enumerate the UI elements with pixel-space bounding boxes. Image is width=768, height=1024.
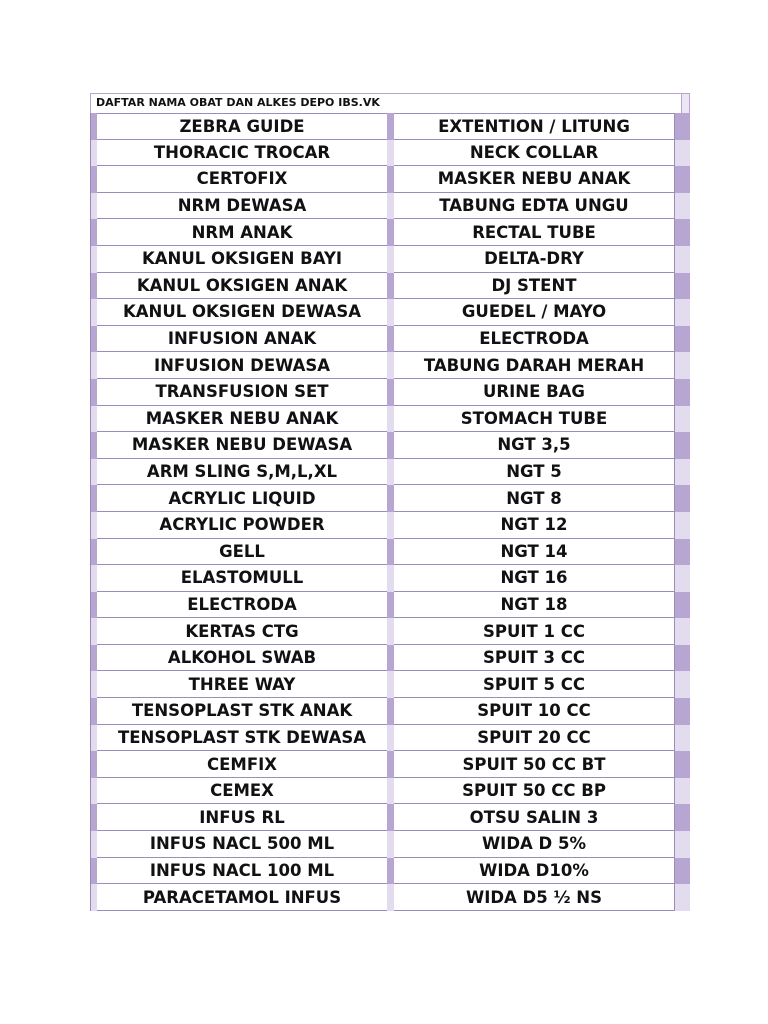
row-stripe-left <box>90 140 97 167</box>
row-stripe-middle <box>387 219 394 246</box>
row-stripe-left <box>90 778 97 805</box>
row-stripe-right <box>674 592 690 619</box>
item-table <box>90 113 690 911</box>
item-name-right: NGT 18 <box>394 592 674 619</box>
item-name-left: TENSOPLAST STK DEWASA <box>97 725 387 752</box>
item-name-right: ELECTRODA <box>394 326 674 353</box>
item-name-right: SPUIT 5 CC <box>394 671 674 698</box>
row-stripe-middle <box>387 352 394 379</box>
row-stripe-middle <box>387 485 394 512</box>
item-name-left: INFUSION ANAK <box>97 326 387 353</box>
item-name-left: KANUL OKSIGEN ANAK <box>97 273 387 300</box>
table-row <box>90 698 690 725</box>
item-name-right: EXTENTION / LITUNG <box>394 113 674 140</box>
row-stripe-middle <box>387 246 394 273</box>
row-stripe-middle <box>387 166 394 193</box>
table-row <box>90 379 690 406</box>
row-stripe-left <box>90 645 97 672</box>
item-name-left: NRM DEWASA <box>97 193 387 220</box>
sheet-title: DAFTAR NAMA OBAT DAN ALKES DEPO IBS.VK <box>96 96 380 109</box>
item-list-sheet <box>90 93 690 911</box>
row-stripe-middle <box>387 645 394 672</box>
row-stripe-left <box>90 352 97 379</box>
item-name-right: NECK COLLAR <box>394 140 674 167</box>
row-stripe-right <box>674 565 690 592</box>
row-stripe-middle <box>387 512 394 539</box>
table-row <box>90 326 690 353</box>
row-stripe-middle <box>387 618 394 645</box>
item-name-left: KANUL OKSIGEN BAYI <box>97 246 387 273</box>
table-row <box>90 299 690 326</box>
row-stripe-right <box>674 618 690 645</box>
item-name-right: RECTAL TUBE <box>394 219 674 246</box>
row-stripe-middle <box>387 884 394 911</box>
table-row <box>90 459 690 486</box>
row-stripe-right <box>674 459 690 486</box>
row-stripe-right <box>674 671 690 698</box>
item-name-right: WIDA D 5% <box>394 831 674 858</box>
row-stripe-left <box>90 406 97 433</box>
table-row <box>90 831 690 858</box>
item-name-right: NGT 12 <box>394 512 674 539</box>
item-name-left: MASKER NEBU DEWASA <box>97 432 387 459</box>
item-name-right: URINE BAG <box>394 379 674 406</box>
item-name-right: GUEDEL / MAYO <box>394 299 674 326</box>
row-stripe-right <box>674 858 690 885</box>
item-name-right: SPUIT 10 CC <box>394 698 674 725</box>
item-name-right: NGT 8 <box>394 485 674 512</box>
row-stripe-left <box>90 618 97 645</box>
row-stripe-left <box>90 299 97 326</box>
row-stripe-left <box>90 219 97 246</box>
item-name-left: KERTAS CTG <box>97 618 387 645</box>
row-stripe-middle <box>387 539 394 566</box>
item-name-right: STOMACH TUBE <box>394 406 674 433</box>
item-name-right: DELTA-DRY <box>394 246 674 273</box>
item-name-left: ALKOHOL SWAB <box>97 645 387 672</box>
table-row <box>90 193 690 220</box>
row-stripe-left <box>90 379 97 406</box>
row-stripe-right <box>674 166 690 193</box>
table-row <box>90 113 690 140</box>
table-row <box>90 485 690 512</box>
row-stripe-left <box>90 193 97 220</box>
row-stripe-right <box>674 698 690 725</box>
row-stripe-left <box>90 751 97 778</box>
item-name-right: WIDA D5 ½ NS <box>394 884 674 911</box>
row-stripe-middle <box>387 406 394 433</box>
row-stripe-right <box>674 831 690 858</box>
table-row <box>90 140 690 167</box>
row-stripe-middle <box>387 751 394 778</box>
row-stripe-middle <box>387 804 394 831</box>
row-stripe-right <box>674 113 690 140</box>
row-stripe-right <box>674 273 690 300</box>
item-name-right: SPUIT 3 CC <box>394 645 674 672</box>
row-stripe-left <box>90 166 97 193</box>
row-stripe-middle <box>387 671 394 698</box>
item-name-left: ACRYLIC LIQUID <box>97 485 387 512</box>
row-stripe-middle <box>387 113 394 140</box>
table-row <box>90 725 690 752</box>
row-stripe-right <box>674 140 690 167</box>
row-stripe-left <box>90 725 97 752</box>
item-name-left: INFUSION DEWASA <box>97 352 387 379</box>
row-stripe-middle <box>387 831 394 858</box>
row-stripe-middle <box>387 698 394 725</box>
table-row <box>90 751 690 778</box>
row-stripe-right <box>674 219 690 246</box>
item-name-left: CERTOFIX <box>97 166 387 193</box>
row-stripe-right <box>674 778 690 805</box>
row-stripe-right <box>674 485 690 512</box>
row-stripe-left <box>90 592 97 619</box>
item-name-left: ACRYLIC POWDER <box>97 512 387 539</box>
item-name-left: CEMEX <box>97 778 387 805</box>
item-name-left: ZEBRA GUIDE <box>97 113 387 140</box>
table-row <box>90 884 690 911</box>
row-stripe-middle <box>387 565 394 592</box>
row-stripe-left <box>90 565 97 592</box>
row-stripe-left <box>90 512 97 539</box>
row-stripe-right <box>674 512 690 539</box>
row-stripe-left <box>90 326 97 353</box>
item-name-right: TABUNG DARAH MERAH <box>394 352 674 379</box>
table-row <box>90 432 690 459</box>
row-stripe-right <box>674 645 690 672</box>
item-name-left: GELL <box>97 539 387 566</box>
table-row <box>90 273 690 300</box>
row-stripe-middle <box>387 432 394 459</box>
item-name-left: NRM ANAK <box>97 219 387 246</box>
table-row <box>90 645 690 672</box>
item-name-left: ELASTOMULL <box>97 565 387 592</box>
item-name-right: DJ STENT <box>394 273 674 300</box>
row-stripe-middle <box>387 299 394 326</box>
row-stripe-middle <box>387 459 394 486</box>
row-stripe-left <box>90 113 97 140</box>
item-name-right: SPUIT 50 CC BP <box>394 778 674 805</box>
row-stripe-right <box>674 326 690 353</box>
item-name-right: NGT 5 <box>394 459 674 486</box>
title-row-edge <box>681 94 689 113</box>
row-stripe-right <box>674 804 690 831</box>
table-row <box>90 804 690 831</box>
item-name-left: THREE WAY <box>97 671 387 698</box>
row-stripe-left <box>90 858 97 885</box>
table-row <box>90 592 690 619</box>
item-name-left: THORACIC TROCAR <box>97 140 387 167</box>
item-name-right: NGT 14 <box>394 539 674 566</box>
item-name-right: SPUIT 20 CC <box>394 725 674 752</box>
row-stripe-middle <box>387 379 394 406</box>
row-stripe-middle <box>387 778 394 805</box>
item-name-right: SPUIT 1 CC <box>394 618 674 645</box>
row-stripe-middle <box>387 326 394 353</box>
item-name-left: ARM SLING S,M,L,XL <box>97 459 387 486</box>
item-name-left: KANUL OKSIGEN DEWASA <box>97 299 387 326</box>
item-name-right: OTSU SALIN 3 <box>394 804 674 831</box>
row-stripe-right <box>674 406 690 433</box>
row-stripe-right <box>674 432 690 459</box>
row-stripe-middle <box>387 273 394 300</box>
row-stripe-left <box>90 459 97 486</box>
item-name-left: TENSOPLAST STK ANAK <box>97 698 387 725</box>
row-stripe-left <box>90 831 97 858</box>
row-stripe-right <box>674 751 690 778</box>
item-name-right: TABUNG EDTA UNGU <box>394 193 674 220</box>
table-row <box>90 618 690 645</box>
row-stripe-left <box>90 485 97 512</box>
row-stripe-left <box>90 273 97 300</box>
row-stripe-left <box>90 539 97 566</box>
item-name-right: WIDA D10% <box>394 858 674 885</box>
item-name-left: ELECTRODA <box>97 592 387 619</box>
item-name-right: MASKER NEBU ANAK <box>394 166 674 193</box>
item-name-left: MASKER NEBU ANAK <box>97 406 387 433</box>
table-row <box>90 406 690 433</box>
table-row <box>90 166 690 193</box>
row-stripe-right <box>674 246 690 273</box>
item-name-right: NGT 3,5 <box>394 432 674 459</box>
title-row <box>90 93 690 113</box>
table-row <box>90 778 690 805</box>
item-name-left: INFUS NACL 100 ML <box>97 858 387 885</box>
item-name-left: INFUS NACL 500 ML <box>97 831 387 858</box>
item-name-right: NGT 16 <box>394 565 674 592</box>
row-stripe-middle <box>387 725 394 752</box>
item-name-left: CEMFIX <box>97 751 387 778</box>
item-name-left: INFUS RL <box>97 804 387 831</box>
row-stripe-left <box>90 804 97 831</box>
table-row <box>90 565 690 592</box>
row-stripe-right <box>674 539 690 566</box>
row-stripe-right <box>674 352 690 379</box>
row-stripe-middle <box>387 193 394 220</box>
item-name-right: SPUIT 50 CC BT <box>394 751 674 778</box>
row-stripe-right <box>674 379 690 406</box>
row-stripe-left <box>90 432 97 459</box>
table-row <box>90 219 690 246</box>
row-stripe-left <box>90 698 97 725</box>
row-stripe-right <box>674 193 690 220</box>
table-row <box>90 858 690 885</box>
item-name-left: PARACETAMOL INFUS <box>97 884 387 911</box>
table-row <box>90 539 690 566</box>
table-row <box>90 246 690 273</box>
table-row <box>90 512 690 539</box>
row-stripe-left <box>90 671 97 698</box>
item-name-left: TRANSFUSION SET <box>97 379 387 406</box>
row-stripe-left <box>90 884 97 911</box>
row-stripe-right <box>674 884 690 911</box>
table-row <box>90 352 690 379</box>
row-stripe-left <box>90 246 97 273</box>
row-stripe-middle <box>387 140 394 167</box>
table-row <box>90 671 690 698</box>
row-stripe-right <box>674 299 690 326</box>
row-stripe-middle <box>387 592 394 619</box>
row-stripe-right <box>674 725 690 752</box>
row-stripe-middle <box>387 858 394 885</box>
